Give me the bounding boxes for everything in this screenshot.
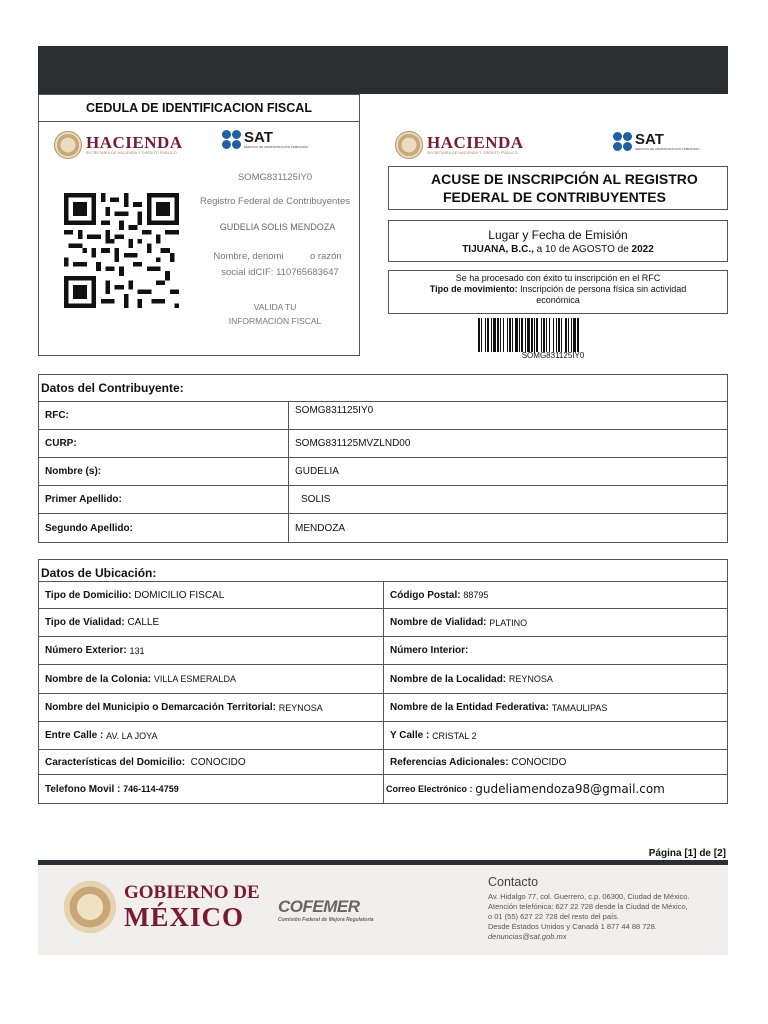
right-cell <box>384 637 471 664</box>
cofemer-subtitle: Comisión Federal de Mejora Regulatoria <box>278 917 374 923</box>
movimiento-label: Tipo de movimiento: <box>429 284 518 294</box>
contacto-phone-2: o 01 (55) 627 22 728 del resto del país. <box>488 912 619 921</box>
hacienda-logo <box>54 131 183 159</box>
right-cell <box>384 582 488 608</box>
footer <box>38 865 728 955</box>
cell-value: PLATINO <box>489 617 528 628</box>
page-number: Página [1] de [2] <box>648 848 726 859</box>
acuse-title-line2: FEDERAL DE CONTRIBUYENTES <box>443 189 666 205</box>
hacienda-wordmark: HACIENDA <box>86 133 183 152</box>
table-row <box>39 458 727 486</box>
cell-value: VILLA ESMERALDA <box>153 674 236 684</box>
ubicacion-table <box>38 559 728 804</box>
table-row <box>39 775 727 803</box>
row-label: Nombre (s): <box>39 458 289 485</box>
cedula-registro: Registro Federal de Contribuyentes <box>200 196 350 207</box>
sat-wordmark: SAT <box>635 131 664 148</box>
ubicacion-title: Datos de Ubicación: <box>39 560 727 582</box>
cedula-nombre: GUDELIA SOLIS MENDOZA <box>219 222 336 232</box>
row-value: SOMG831125IY0 <box>295 405 374 416</box>
cofemer-logo <box>278 897 374 923</box>
valida-link-line2[interactable]: INFORMACIÓN FISCAL <box>228 316 322 326</box>
email-value[interactable]: gudeliamendoza98@gmail.com <box>475 782 665 796</box>
left-cell <box>39 775 384 803</box>
cell-label: Telefono Movil : <box>45 783 121 795</box>
cell-value: 88795 <box>463 590 489 600</box>
gobierno-logo <box>64 881 260 933</box>
sat-subtitle: SERVICIO DE ADMINISTRACIÓN TRIBUTARIA <box>635 147 700 151</box>
contacto-phone: Atención telefónica: 627 22 728 desde la Ciudad de México, <box>488 902 688 911</box>
cell-value: CONOCIDO <box>511 756 567 768</box>
sat-logo-right <box>613 132 699 151</box>
row-label: Primer Apellido: <box>39 486 289 513</box>
qr-code-icon <box>64 193 179 308</box>
contacto-phone-3: Desde Estados Unidos y Canadá 1 877 44 88 728. <box>488 922 657 931</box>
gobierno-seal-icon <box>64 881 116 933</box>
cell-label: Nombre del Municipio o Demarcación Territorial: <box>45 702 276 713</box>
cofemer-wordmark: COFEMER <box>278 897 360 916</box>
right-cell <box>384 609 527 636</box>
contacto-email[interactable]: denuncias@sat.gob.mx <box>488 932 567 941</box>
lugar-label: Lugar y Fecha de Emisión <box>488 228 628 242</box>
table-row <box>39 665 727 694</box>
row-value: GUDELIA <box>295 466 339 477</box>
cedula-denominacion: Nombre, denomi o razón <box>213 251 342 262</box>
cell-label: Referencias Adicionales: <box>390 756 509 768</box>
left-cell <box>39 665 384 693</box>
contacto-address: Av. Hidalgo 77, col. Guerrero, c.p. 06300, Ciudad de México. <box>488 892 690 901</box>
hacienda-subtitle: SECRETARÍA DE HACIENDA Y CRÉDITO PÚBLICO <box>427 151 518 155</box>
acuse-title-line1: ACUSE DE INSCRIPCIÓN AL REGISTRO <box>431 171 698 187</box>
procesado-box <box>388 270 728 314</box>
procesado-line: Se ha procesado con éxito tu inscripción en el RFC <box>455 273 661 283</box>
barcode-icon <box>478 318 628 352</box>
left-cell <box>39 694 384 721</box>
row-label: Segundo Apellido: <box>39 514 289 542</box>
right-cell <box>384 722 477 749</box>
row-label: CURP: <box>39 430 289 457</box>
cell-label: Número Interior: <box>390 645 469 656</box>
table-row <box>39 609 727 637</box>
table-row <box>39 514 727 542</box>
row-value: SOMG831125MVZLND00 <box>295 438 411 449</box>
lugar-fecha-box <box>388 220 728 262</box>
cedula-idcif: social idCIF: 110765683647 <box>221 267 339 278</box>
table-row <box>39 750 727 775</box>
sat-dots-icon <box>613 132 632 151</box>
table-row <box>39 637 727 665</box>
left-cell <box>39 637 384 664</box>
movimiento-line <box>389 284 727 295</box>
cell-value: TAMAULIPAS <box>551 702 608 713</box>
table-row <box>39 486 727 514</box>
sat-logo <box>222 130 308 149</box>
cell-value: AV. LA JOYA <box>106 730 158 741</box>
table-row <box>39 722 727 750</box>
header-bar <box>38 46 728 94</box>
cell-label: Tipo de Vialidad: <box>45 617 125 628</box>
contribuyente-title: Datos del Contribuyente: <box>39 375 727 402</box>
left-cell <box>39 722 384 749</box>
row-label: RFC: <box>39 402 289 429</box>
lugar-day-month: 10 de AGOSTO de <box>545 244 629 255</box>
cell-label: Nombre de la Entidad Federativa: <box>390 702 549 713</box>
cell-value: CALLE <box>127 617 160 628</box>
table-row <box>39 402 727 430</box>
valida-link[interactable]: VALIDA TU <box>253 302 297 312</box>
lugar-city: TIJUANA, B.C., <box>462 244 534 255</box>
contribuyente-table <box>38 374 728 543</box>
hacienda-logo-right <box>395 131 524 159</box>
cell-value: REYNOSA <box>508 674 553 684</box>
cedula-title: CEDULA DE IDENTIFICACION FISCAL <box>39 95 359 122</box>
sat-wordmark: SAT <box>244 129 273 146</box>
cedula-rfc: SOMG831125IY0 <box>237 172 313 183</box>
right-cell <box>384 694 607 721</box>
cell-value: CONOCIDO <box>190 756 246 768</box>
acuse-title <box>388 166 728 210</box>
cell-label: Número Exterior: <box>45 645 127 656</box>
barcode-text: SOMG831125IY0 <box>521 351 585 360</box>
cell-label: Tipo de Domicilio: <box>45 589 132 601</box>
cell-label: Nombre de la Colonia: <box>45 673 152 685</box>
sat-dots-icon <box>222 130 241 149</box>
cell-label: Características del Domicilio: <box>45 756 186 768</box>
table-row <box>39 430 727 458</box>
left-cell <box>39 750 384 774</box>
movimiento-value-2: económica <box>536 295 580 305</box>
hacienda-wordmark: HACIENDA <box>427 133 524 152</box>
row-value: MENDOZA <box>295 522 345 534</box>
left-cell <box>39 609 384 636</box>
contacto-title: Contacto <box>488 875 539 889</box>
cell-label: Código Postal: <box>390 589 461 601</box>
movimiento-value: Inscripción de persona física sin actividad <box>520 284 687 294</box>
hacienda-subtitle: SECRETARÍA DE HACIENDA Y CRÉDITO PÚBLICO <box>86 151 177 155</box>
left-cell <box>39 582 384 608</box>
cell-value: 131 <box>129 645 145 656</box>
row-value: SOLIS <box>301 494 331 505</box>
cell-label: Nombre de la Localidad: <box>390 673 507 685</box>
right-cell <box>384 750 566 774</box>
table-row <box>39 694 727 722</box>
cell-label: Entre Calle : <box>45 730 104 741</box>
telefono-value: 746-114-4759 <box>123 784 179 794</box>
table-row <box>39 582 727 609</box>
cell-value: CRISTAL 2 <box>432 730 477 741</box>
hacienda-seal-icon <box>54 131 82 159</box>
right-cell <box>384 775 665 803</box>
contacto-block <box>488 875 723 942</box>
right-cell <box>384 665 553 693</box>
cell-value: REYNOSA <box>278 702 323 713</box>
lugar-date <box>389 244 727 255</box>
cell-value: DOMICILIO FISCAL <box>134 589 225 601</box>
cell-label: Correo Electrónico : <box>386 784 473 794</box>
sat-subtitle: SERVICIO DE ADMINISTRACIÓN TRIBUTARIA <box>244 145 309 149</box>
lugar-a: a <box>536 244 543 255</box>
gobierno-line2: MÉXICO <box>124 902 244 932</box>
cell-label: Y Calle : <box>390 730 430 741</box>
hacienda-seal-icon <box>395 131 423 159</box>
lugar-year: 2022 <box>631 244 654 255</box>
cell-label: Nombre de Vialidad: <box>390 617 487 628</box>
gobierno-line1: GOBIERNO DE <box>124 882 260 903</box>
